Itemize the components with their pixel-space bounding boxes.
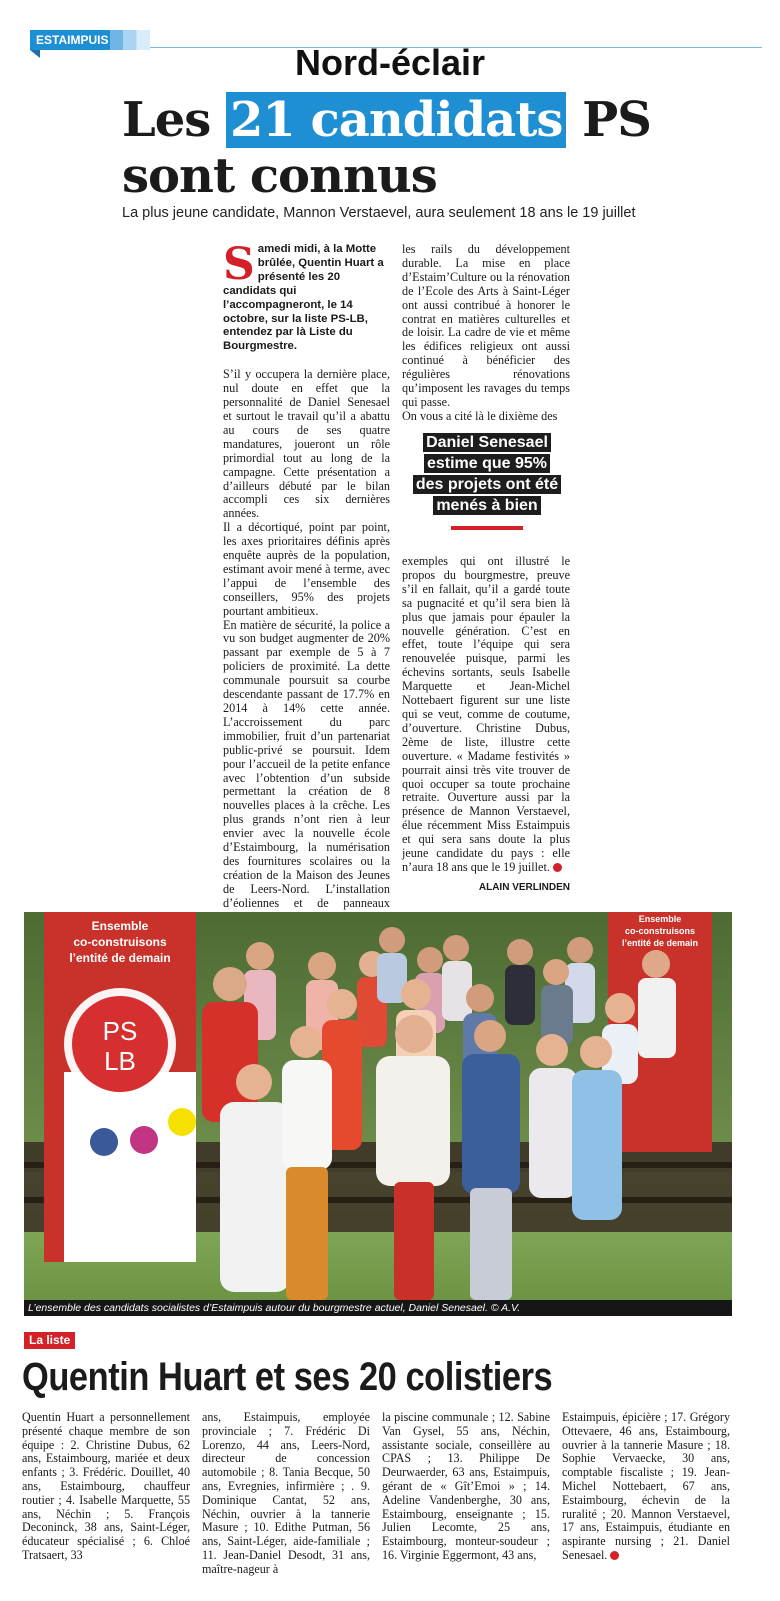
instagram-icon [130, 1126, 158, 1154]
liste-title: Quentin Huart et ses 20 colistiers [22, 1355, 553, 1399]
pull-quote-line: estime que 95% [424, 454, 550, 473]
end-mark-icon [610, 1551, 619, 1560]
article-paragraph: En matière de sécurité, la police a vu son budget augmenter de 20% passant par exemple de 5 à 7 policiers de proximité. La dette communale poursuit sa courbe descendante passant de 17.7% en 2014 à 14% cette année. L’accroissement du parc immobilier, fruit d’un partenariat public-privé se poursuit. Idem pour l’accueil de la petite enfance avec l’obtention d’un subside permettant la création de 8 nouvelles places à la crêche. Les plus grands n’ont rien à leur envier avec la nouvelle école d’Estaimbourg, la numérisation des fournitures scolaires ou la création de la Maison des Jeunes de Leers-Nord. L’installation d’éoliennes et de panneaux [223, 617, 390, 910]
pull-quote-line: menés à bien [433, 496, 540, 515]
banner-left-line: l’entité de demain [69, 951, 171, 965]
headline-post: PS sont connus [122, 92, 651, 204]
paragraph-text: exemples qui ont illustré le propos du bourgmestre, preuve s’il en fallait, qu’il a gardé toute sa pugnacité et qu’il sera bien là plus que jamais pour épauler la nouvelle génération. C’est en effet, toute l’équipe qui sera renouvelée puisque, parmi les échevins sortants, seuls Isabelle Marquette et Jean-Michel Nottebaert figurent sur une liste qui se veut, comme de coutume, d’ouverture. Christine Dubus, 2ème de liste, illustre cette ouverture. « Madame festivités » pourrait ainsi très vite trouver de quoi occuper sa toute prochaine retraite. Ouverture aussi par la présence de Mannon Verstaevel, élue récemment Miss Estaimpuis et qui sera sans doute la plus jeune candidate du pays : elle n’aura 18 ans que le 19 juillet. [402, 554, 570, 874]
liste-column-1: Quentin Huart a personnellement présenté chaque membre de son équipe : 2. Christine Dubus, 62 ans, Estaimbourg, mariée et deux enfants ; 3. Frédéric. Douillet, 40 ans, Estaimbourg, chauffeur routier ; 4. Isabelle Marquette, 55 ans, Néchin ; 5. François Deconinck, 38 ans, Saint-Léger, éducateur spécialisé ; 6. Chloé Tratsaert, 33 [22, 1410, 190, 1562]
newspaper-name: Nord-éclair [294, 42, 486, 83]
article-column-2 [402, 243, 570, 424]
article-column-1 [223, 239, 390, 938]
liste-column-2: ans, Estaimpuis, employée provinciale ; 7. Frédéric Di Lorenzo, 44 ans, Leers-Nord, directeur de concession automobile ; 8. Tania Becque, 50 ans, Evregnies, infirmière ; . 9. Dominique Cantat, 52 ans, Néchin, ouvrier à la tannerie Masure ; 10. Edithe Putman, 56 ans, Saint-Léger, aide-familiale ; 11. Jean-Daniel Desodt, 31 ans, maître-nageur à [202, 1410, 370, 1576]
headline-highlight: 21 candidats [226, 92, 566, 148]
headline [122, 92, 742, 204]
banner-right-line: l’entité de demain [621, 938, 699, 948]
article-paragraph: On vous a cité là le dixième des [402, 408, 558, 423]
banner-left-line: co-construisons [73, 935, 167, 949]
banner-right-line: co-construisons [624, 926, 696, 936]
liste-tag: La liste [24, 1332, 75, 1349]
liste-column-3: la piscine communale ; 12. Sabine Van Gysel, 55 ans, Néchin, assistante sociale, conseillère au CPAS ; 13. Philippe De Deurwaerder, 63 ans, Estaimpuis, gérant de « Gît’Emoi » ; 14. Adeline Vandenberghe, 30 ans, Estaimbourg, enseignante ; 15. Julien Lecomte, 25 ans, Estaimbourg, monteur-soudeur ; 16. Virginie Eggermont, 43 ans, [382, 1410, 550, 1562]
article-paragraph: les rails du développement durable. La mise en place d’Estaim’Culture ou la rénovation de l’Ecole des Arts à Saint-Léger ont aussi contribué à honorer le contrat en matières culturelles et de loisir. La cadre de vie et même les édifices religieux ont aussi continué à bénéficier des régulières rénovations qu’imposent les ravages du temps qui passe. [402, 242, 570, 409]
banner-left-line: Ensemble [91, 919, 149, 933]
liste-column-4-text: Estaimpuis, épicière ; 17. Grégory Ottevaere, 46 ans, Estaimbourg, ouvrier à la tannerie Masure ; 18. Sophie Vervaecke, 30 ans, comptable fiscaliste ; 19. Jean-Michel Nottebaert, 67 ans, Estaimbourg, échevin de la ruralité ; 20. Mannon Verstaevel, 17 ans, Estaimpuis, étudiante en aspirante nursing ; 21. Daniel Senesael. [562, 1410, 730, 1562]
logo-text: LB [104, 1046, 136, 1076]
logo-text: PS [102, 1016, 138, 1046]
caption-text: L’ensemble des candidats socialistes d’Estaimpuis autour du bourgmestre actuel, Daniel Senesael. [28, 1302, 488, 1314]
article-paragraph: Il a décortiqué, point par point, les axes prioritaires définis après enquête auprès de la population, estimant avoir mené à terme, avec l’appui de l’ensemble des conseillers, 95% des projets pourtant ambitieux. [223, 520, 390, 618]
article-paragraph [402, 555, 570, 875]
drop-cap: S [223, 239, 255, 290]
facebook-icon [90, 1128, 118, 1156]
article-paragraph: S’il y occupera la dernière place, nul doute en effet que la personnalité de Daniel Senesael et surtout le travail qu’il a abattu au cours de ses quatre mandatures, joueront un rôle primordial tout au long de la campagne. Cette présentation a d’ailleurs débuté par le bilan accompli ces six dernières années. [223, 367, 390, 521]
lead-text: amedi midi, à la Motte brûlée, Quentin Huart a présenté les 20 candidats qui l’accompagneront, le 14 octobre, sur la liste PS-LB, entendez par là Liste du Bourgmestre. [223, 243, 384, 353]
pull-quote-line: des projets ont été [413, 475, 561, 494]
headline-pre: Les [122, 92, 227, 148]
snapchat-icon [168, 1108, 196, 1136]
article-lead [223, 239, 390, 354]
pull-quote-rule [451, 526, 523, 530]
group-photo-illustration [24, 912, 732, 1300]
banner-right-line: Ensemble [638, 914, 682, 924]
pull-quote-line: Daniel Senesael [423, 433, 551, 452]
photo-caption [24, 1300, 732, 1316]
group-photo [24, 912, 732, 1300]
photo-credit: © A.V. [490, 1302, 521, 1314]
subhead: La plus jeune candidate, Mannon Verstaevel, aura seulement 18 ans le 19 juillet [122, 205, 636, 221]
byline: ALAIN VERLINDEN [478, 882, 570, 893]
liste-column-4 [562, 1411, 730, 1563]
article-column-2-continued [402, 555, 570, 875]
section-tag: ESTAIMPUIS [30, 30, 126, 50]
pull-quote [404, 432, 570, 516]
end-mark-icon [553, 863, 562, 872]
